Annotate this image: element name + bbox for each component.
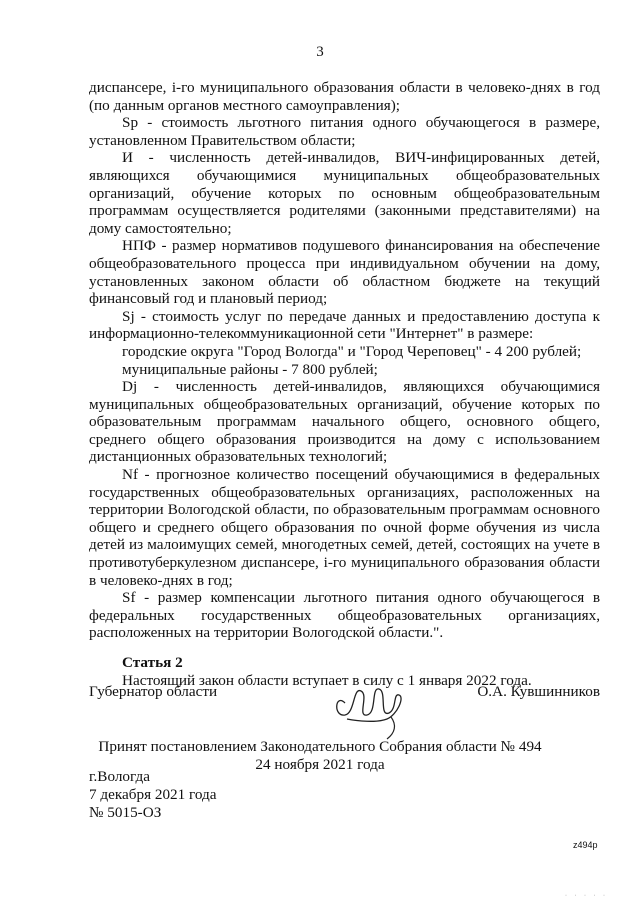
document-body <box>89 79 600 689</box>
adoption-line-1: Принят постановлением Законодательного Собрания области № 494 <box>98 738 542 755</box>
signature-block <box>89 683 600 743</box>
paragraph-dj: Dj - численность детей-инвалидов, являющихся обучающимися муниципальных общеобразовательных организаций, обучение которых по образовательным программам начального общего, основного общего, среднего общего образования производится на дому с использованием дистанционных образовательных технологий; <box>89 378 600 466</box>
paragraph-continuation: диспансере, i-го муниципального образования области в человеко-днях в год (по данным органов местного самоуправления); <box>89 79 600 114</box>
paragraph-i: И - численность детей-инвалидов, ВИЧ-инфицированных детей, являющихся обучающимися муниципальных общеобразовательных организаций, обучение которых по основным общеобразовательным программам осуществляется родителями (законными представителями) на дому самостоятельно; <box>89 149 600 237</box>
document-meta <box>89 768 217 822</box>
adoption-line-2: 24 ноября 2021 года <box>255 755 385 773</box>
article-text: Настоящий закон области вступает в силу с 1 января 2022 года. <box>122 671 532 689</box>
meta-number: № 5015-ОЗ <box>89 804 162 821</box>
meta-city: г.Вологда <box>89 768 150 785</box>
article-title: Статья 2 <box>122 654 183 671</box>
meta-date: 7 декабря 2021 года <box>89 786 217 803</box>
paragraph-sj: Sj - стоимость услуг по передаче данных и предоставлению доступа к информационно-телекоммуникационной сети "Интернет" в размере: <box>89 307 600 343</box>
paragraph-city-districts: городские округа "Город Вологда" и "Город Череповец" - 4 200 рублей; <box>122 342 582 360</box>
paragraph-municipal-districts: муниципальные районы - 7 800 рублей; <box>122 360 378 378</box>
signatory-name: О.А. Кувшинников <box>477 683 600 700</box>
page-number: 3 <box>316 44 324 60</box>
document-code: z494p <box>573 840 598 850</box>
paragraph-nf: Nf - прогнозное количество посещений обучающимися в федеральных государственных общеобразовательных организациях, расположенных на территории Вологодской области, по образовательным программам основного общего и среднего общего образования по очной форме обучения из числа детей из малоимущих семей, многодетных семей, детей, состоящих на учете в противотуберкулезном диспансере, i-го муниципального образования области в человеко-днях в год; <box>89 466 600 589</box>
signatory-position: Губернатор области <box>89 683 218 700</box>
paragraph-sp: Sp - стоимость льготного питания одного обучающегося в размере, установленном Правительством области; <box>89 114 600 149</box>
scan-artifact: · · · · · <box>565 893 608 899</box>
paragraph-npf: НПФ - размер нормативов подушевого финансирования на обеспечение общеобразовательного процесса при индивидуальном обучении на дому, установленных законом области об областном бюджете на текущий финансовый год и плановый период; <box>89 237 600 308</box>
handwritten-signature <box>327 673 417 743</box>
paragraph-sf: Sf - размер компенсации льготного питания одного обучающегося в федеральных государственных общеобразовательных организациях, расположенных на территории Вологодской области.". <box>89 589 600 642</box>
